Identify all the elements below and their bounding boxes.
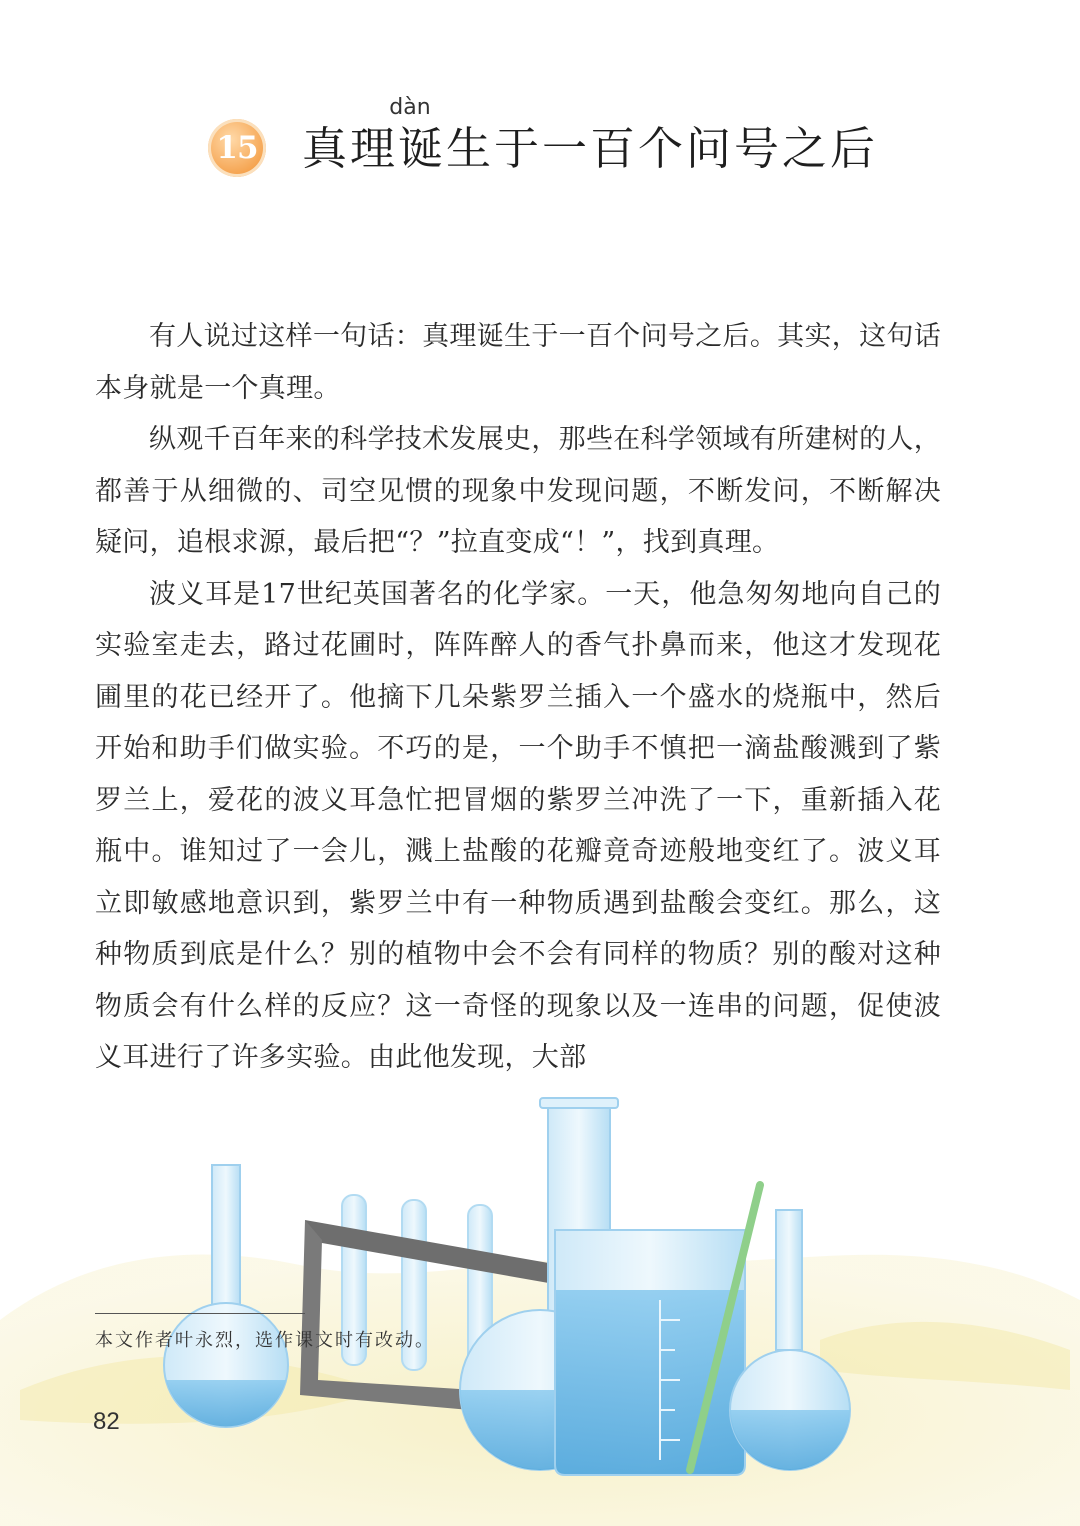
footnote: 本文作者叶永烈，选作课文时有改动。 <box>95 1330 435 1351</box>
pinyin-annotation: dàn <box>389 95 431 120</box>
lab-glassware-illustration <box>0 1090 1080 1526</box>
lesson-title: 真理诞生于一百个问号之后 <box>302 122 879 175</box>
footnote-divider <box>95 1313 305 1314</box>
lesson-number-badge: 15 <box>208 119 266 177</box>
lesson-header <box>0 95 1080 185</box>
page-number: 82 <box>93 1408 120 1435</box>
paragraph: 波义耳是17世纪英国著名的化学家。一天，他急匆匆地向自己的实验室走去，路过花圃时，阵阵醉人的香气扑鼻而来，他这才发现花圃里的花已经开了。他摘下几朵紫罗兰插入一个盛水的烧瓶中，然后开始和助手们做实验。不巧的是，一个助手不慎把一滴盐酸溅到了紫罗兰上，爱花的波义耳急忙把冒烟的紫罗兰冲洗了一下，重新插入花瓶中。谁知过了一会儿，溅上盐酸的花瓣竟奇迹般地变红了。波义耳立即敏感地意识到，紫罗兰中有一种物质遇到盐酸会变红。那么，这种物质到底是什么？别的植物中会不会有同样的物质？别的酸对这种物质会有什么样的反应？这一奇怪的现象以及一连串的问题，促使波义耳进行了许多实验。由此他发现，大部 <box>95 578 941 1073</box>
lesson-body <box>95 311 941 1084</box>
paragraph: 有人说过这样一句话：真理诞生于一百个问号之后。其实，这句话本身就是一个真理。 <box>95 321 941 404</box>
paragraph: 纵观千百年来的科学技术发展史，那些在科学领域有所建树的人，都善于从细微的、司空见惯的现象中发现问题，不断发问，不断解决疑问，追根求源，最后把“？”拉直变成“！”，找到真理。 <box>95 424 941 558</box>
